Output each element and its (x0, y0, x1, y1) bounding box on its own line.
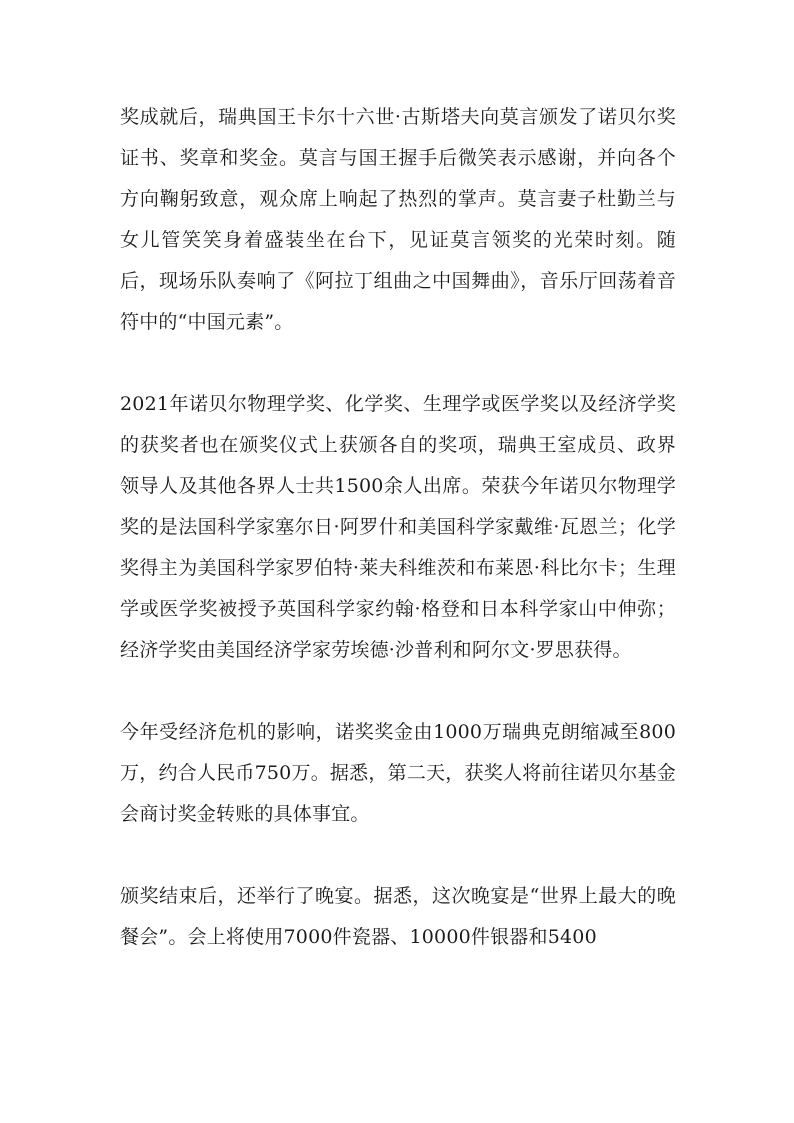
document-body (120, 97, 676, 958)
paragraph-award-ceremony: 奖成就后，瑞典国王卡尔十六世·古斯塔夫向莫言颁发了诺贝尔奖证书、奖章和奖金。莫言与国王握手后微笑表示感谢，并向各个方向鞠躬致意，观众席上响起了热烈的掌声。莫言妻子杜勤兰与女儿管笑笑身着盛装坐在台下，见证莫言领奖的光荣时刻。随后，现场乐队奏响了《阿拉丁组曲之中国舞曲》，音乐厅回荡着音符中的“中国元素”。 (120, 106, 676, 333)
paragraph-prize-money: 今年受经济危机的影响，诺奖奖金由1000万瑞典克朗缩减至800万，约合人民币750万。据悉，第二天，获奖人将前往诺贝尔基金会商讨奖金转账的具体事宜。 (120, 721, 676, 825)
paragraph-spacer (120, 343, 676, 384)
paragraph-spacer (120, 835, 676, 876)
paragraph-other-laureates: 2021年诺贝尔物理学奖、化学奖、生理学或医学奖以及经济学奖的获奖者也在颁奖仪式上获颁各自的奖项，瑞典王室成员、政界领导人及其他各界人士共1500余人出席。荣获今年诺贝尔物理学奖的是法国科学家塞尔日·阿罗什和美国科学家戴维·瓦恩兰；化学奖得主为美国科学家罗伯特·莱夫科维茨和布莱恩·科比尔卡；生理学或医学奖被授予英国科学家约翰·格登和日本科学家山中伸弥；经济学奖由美国经济学家劳埃德·沙普利和阿尔文·罗思获得。 (120, 393, 676, 661)
paragraph-banquet: 颁奖结束后，还举行了晚宴。据悉，这次晚宴是“世界上最大的晚餐会”。会上将使用7000件瓷器、10000件银器和5400 (120, 885, 676, 948)
paragraph-spacer (120, 671, 676, 712)
